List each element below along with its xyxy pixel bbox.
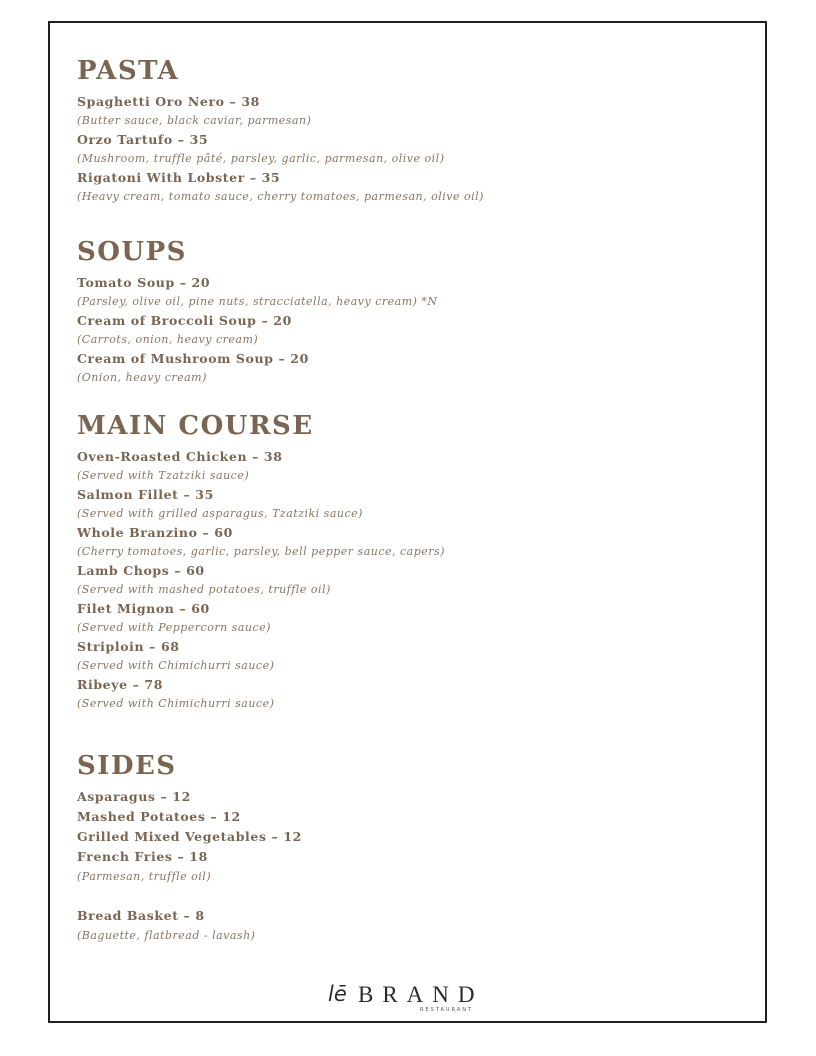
section-title-main-course: MAIN COURSE [77, 411, 314, 441]
item-name: Grilled Mixed Vegetables – 12 [77, 829, 302, 844]
item-name: Striploin – 68 [77, 639, 180, 654]
menu-item [77, 92, 484, 130]
item-description: (Heavy cream, tomato sauce, cherry tomatoes, parmesan, olive oil) [77, 190, 484, 203]
menu-item [77, 599, 445, 637]
item-description: (Served with mashed potatoes, truffle oil) [77, 583, 331, 596]
menu-item [77, 827, 302, 847]
menu-item [77, 485, 445, 523]
item-name: Mashed Potatoes – 12 [77, 809, 241, 824]
section-title-pasta: PASTA [77, 56, 180, 86]
item-name: Spaghetti Oro Nero – 38 [77, 94, 260, 109]
item-description: (Served with Tzatziki sauce) [77, 469, 250, 482]
menu-item [77, 847, 302, 886]
section-main-course [77, 411, 445, 713]
menu-item [77, 561, 445, 599]
item-description: (Parmesan, truffle oil) [77, 870, 212, 883]
section-soups [77, 237, 438, 387]
item-description: (Served with Chimichurri sauce) [77, 659, 275, 672]
menu-item [77, 906, 302, 945]
section-sides [77, 751, 302, 945]
logo-wordmark: BRAND [358, 982, 484, 1007]
item-name: Lamb Chops – 60 [77, 563, 205, 578]
item-name: French Fries – 18 [77, 849, 208, 864]
section-title-soups: SOUPS [77, 237, 187, 267]
item-name: Asparagus – 12 [77, 789, 191, 804]
item-description: (Served with Chimichurri sauce) [77, 697, 275, 710]
item-description: (Served with Peppercorn sauce) [77, 621, 271, 634]
item-name: Bread Basket – 8 [77, 908, 205, 923]
item-name: Tomato Soup – 20 [77, 275, 211, 290]
item-name: Cream of Broccoli Soup – 20 [77, 313, 292, 328]
item-name: Salmon Fillet – 35 [77, 487, 214, 502]
menu-item [77, 807, 302, 827]
menu-item [77, 447, 445, 485]
item-description: (Mushroom, truffle pâté, parsley, garlic, parmesan, olive oil) [77, 152, 445, 165]
item-name: Cream of Mushroom Soup – 20 [77, 351, 309, 366]
menu-item [77, 787, 302, 807]
menu-item [77, 168, 484, 206]
logo-prefix: lē [328, 982, 347, 1006]
item-description: (Served with grilled asparagus, Tzatziki sauce) [77, 507, 363, 520]
menu-item [77, 311, 438, 349]
spacer [77, 886, 302, 906]
item-name: Rigatoni With Lobster – 35 [77, 170, 281, 185]
item-name: Filet Mignon – 60 [77, 601, 210, 616]
item-name: Orzo Tartufo – 35 [77, 132, 209, 147]
item-description: (Carrots, onion, heavy cream) [77, 333, 259, 346]
menu-item [77, 130, 484, 168]
menu-item [77, 637, 445, 675]
item-description: (Butter sauce, black caviar, parmesan) [77, 114, 312, 127]
section-pasta [77, 56, 484, 206]
menu-item [77, 675, 445, 713]
item-name: Whole Branzino – 60 [77, 525, 233, 540]
item-description: (Cherry tomatoes, garlic, parsley, bell pepper sauce, capers) [77, 545, 445, 558]
logo-subtitle: RESTAURANT [420, 1007, 474, 1013]
section-title-sides: SIDES [77, 751, 177, 781]
brand-logo [328, 980, 498, 1020]
item-description: (Onion, heavy cream) [77, 371, 207, 384]
item-name: Oven-Roasted Chicken – 38 [77, 449, 283, 464]
menu-item [77, 523, 445, 561]
item-description: (Parsley, olive oil, pine nuts, stracciatella, heavy cream) *N [77, 295, 438, 308]
item-description: (Baguette, flatbread - lavash) [77, 929, 256, 942]
menu-item [77, 349, 438, 387]
item-name: Ribeye – 78 [77, 677, 163, 692]
menu-item [77, 273, 438, 311]
